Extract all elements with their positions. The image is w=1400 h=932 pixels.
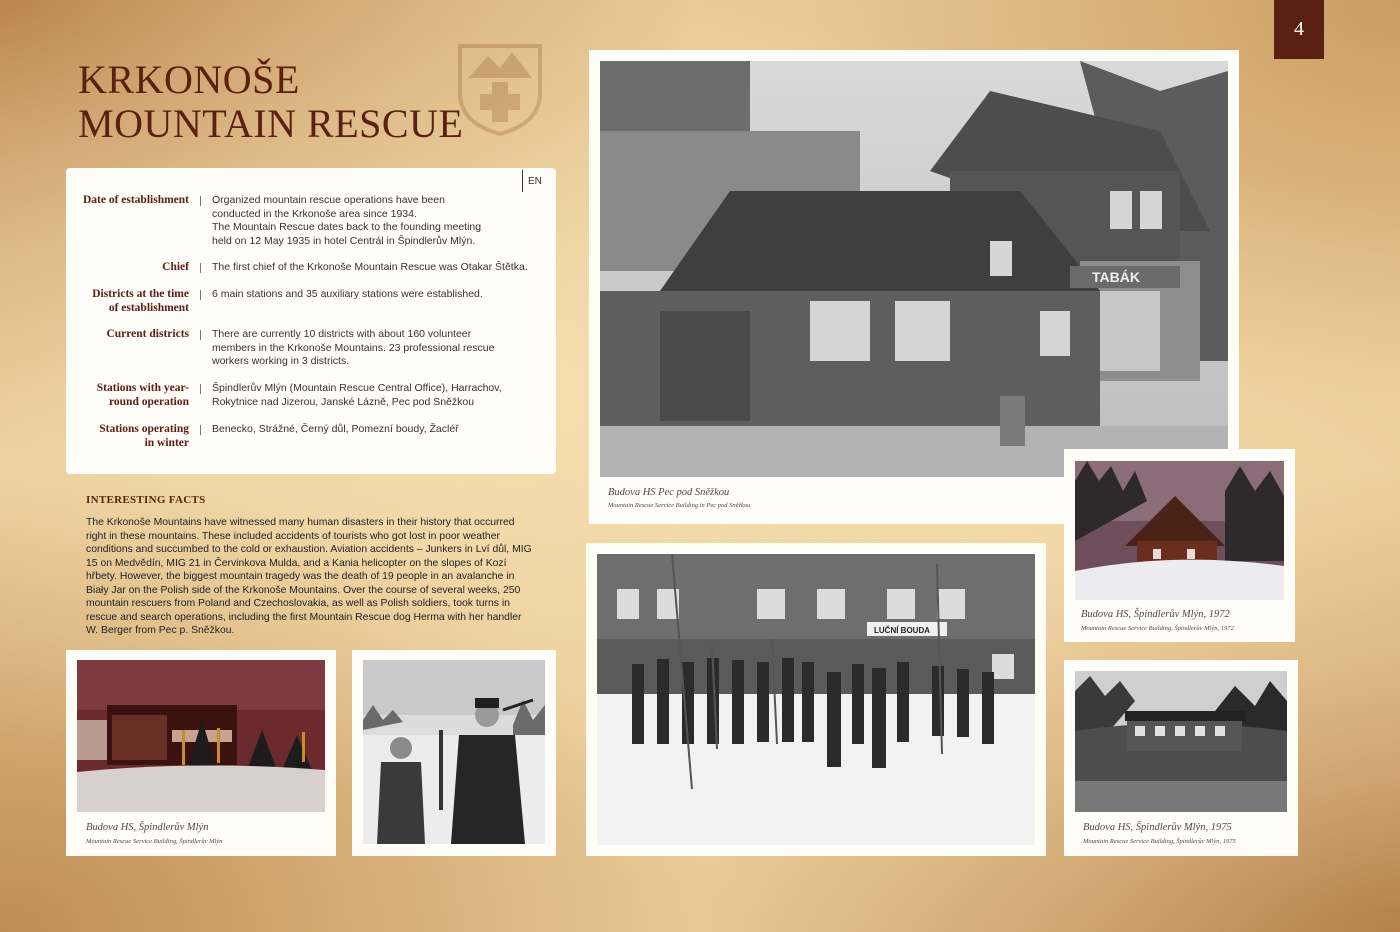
- info-label-winter: Stations operating in winter: [99, 423, 189, 449]
- photo-spindl[interactable]: [77, 660, 325, 812]
- info-value-date: Organized mountain rescue operations have been conducted in the Krkonoše area since 1934. The Mountain Rescue dates back to the founding meeting held on 12 May 1935 in hotel Centrál in Špindlerův Mlýn.: [212, 194, 482, 247]
- caption-pec: Budova HS Pec pod Sněžkou: [608, 487, 730, 498]
- info-value-current-districts: There are currently 10 districts with about 160 volunteer members in the Krkonoše Mountains. 23 professional rescue workers working in 3 districts.: [212, 328, 495, 367]
- row-divider: [200, 290, 201, 300]
- title-line-1: KRKONOŠE: [78, 57, 300, 102]
- info-label-districts-establishment: Districts at the time of establishment: [92, 288, 189, 314]
- subcaption-spindl-1972: Mountain Rescue Service Building, Špindlerův Mlýn, 1972: [1081, 625, 1234, 632]
- photo-card-spindl-1975: [1064, 660, 1298, 856]
- photo-card-skiers: [586, 543, 1046, 856]
- row-divider: [200, 384, 201, 394]
- info-value-winter: Benecko, Strážné, Černý důl, Pomezní boudy, Žacléř: [212, 423, 459, 435]
- photo-pec-building[interactable]: [600, 61, 1228, 477]
- info-label-date: Date of establishment: [82, 194, 189, 206]
- photo-couple-winter[interactable]: [363, 660, 545, 844]
- caption-spindl: Budova HS, Špindlerův Mlýn: [86, 822, 209, 833]
- info-label-year-round: Stations with year- round operation: [96, 382, 189, 408]
- row-divider: [200, 263, 201, 273]
- row-divider: [200, 330, 201, 340]
- row-divider: [200, 425, 201, 435]
- facts-heading: INTERESTING FACTS: [86, 494, 206, 506]
- photo-spindl-1975[interactable]: [1075, 671, 1287, 812]
- caption-spindl-1975: Budova HS, Špindlerův Mlýn, 1975: [1083, 822, 1232, 833]
- language-divider: [522, 170, 523, 192]
- photo-card-spindl: [66, 650, 336, 856]
- photo-card-couple: [352, 650, 556, 856]
- info-label-chief: Chief: [162, 261, 189, 273]
- page-title: [78, 58, 518, 146]
- subcaption-spindl: Mountain Rescue Service Building, Špindlerův Mlýn: [86, 838, 223, 845]
- facts-text: The Krkonoše Mountains have witnessed many human disasters in their history that occurred right in these mountains. These included accidents of tourists who got lost in poor weather conditions and succumbed to the cold or exhaustion. Aviation accidents – Junkers in Lví důl, MIG 15 on Medvědín, MIG 21 in Červinkova Mulda, and a Kania helicopter on the slopes of Kozí hřbety. However, the biggest mountain tragedy was the death of 19 people in an avalanche in Biały Jar on the Polish side of the Krkonoše Mountains. Over the course of several weeks, 250 mountain rescuers from Poland and Czechoslovakia, as well as Polish soldiers, took turns in rescue and search operations, including the first Mountain Rescue dog Herma with her handler W. Berger from Pec p. Sněžkou.: [86, 517, 532, 636]
- info-label-current-districts: Current districts: [106, 328, 189, 340]
- info-card: [66, 168, 556, 474]
- tabak-sign: TABÁK: [1092, 269, 1140, 285]
- caption-spindl-1972: Budova HS, Špindlerův Mlýn, 1972: [1081, 609, 1230, 620]
- hotel-sign: LUČNÍ BOUDA: [874, 626, 930, 635]
- info-value-chief: The first chief of the Krkonoše Mountain Rescue was Otakar Štětka.: [212, 261, 528, 273]
- subcaption-pec: Mountain Rescue Service Building in Pec pod Sněžkou: [608, 502, 751, 509]
- row-divider: [200, 196, 201, 206]
- photo-card-spindl-1972: [1064, 449, 1295, 642]
- photo-rescuers-skiers[interactable]: [597, 554, 1035, 845]
- info-value-districts-establishment: 6 main stations and 35 auxiliary stations were established.: [212, 288, 483, 300]
- info-value-year-round: Špindlerův Mlýn (Mountain Rescue Central Office), Harrachov, Rokytnice nad Jizerou, Janské Lázně, Pec pod Sněžkou: [212, 382, 502, 408]
- subcaption-spindl-1975: Mountain Rescue Service Building, Špindlerův Mlýn, 1975: [1083, 838, 1236, 845]
- page-number: 4: [1274, 0, 1324, 59]
- photo-spindl-1972[interactable]: [1075, 461, 1284, 600]
- title-line-2: MOUNTAIN RESCUE: [78, 101, 464, 146]
- language-switch[interactable]: EN: [528, 176, 542, 187]
